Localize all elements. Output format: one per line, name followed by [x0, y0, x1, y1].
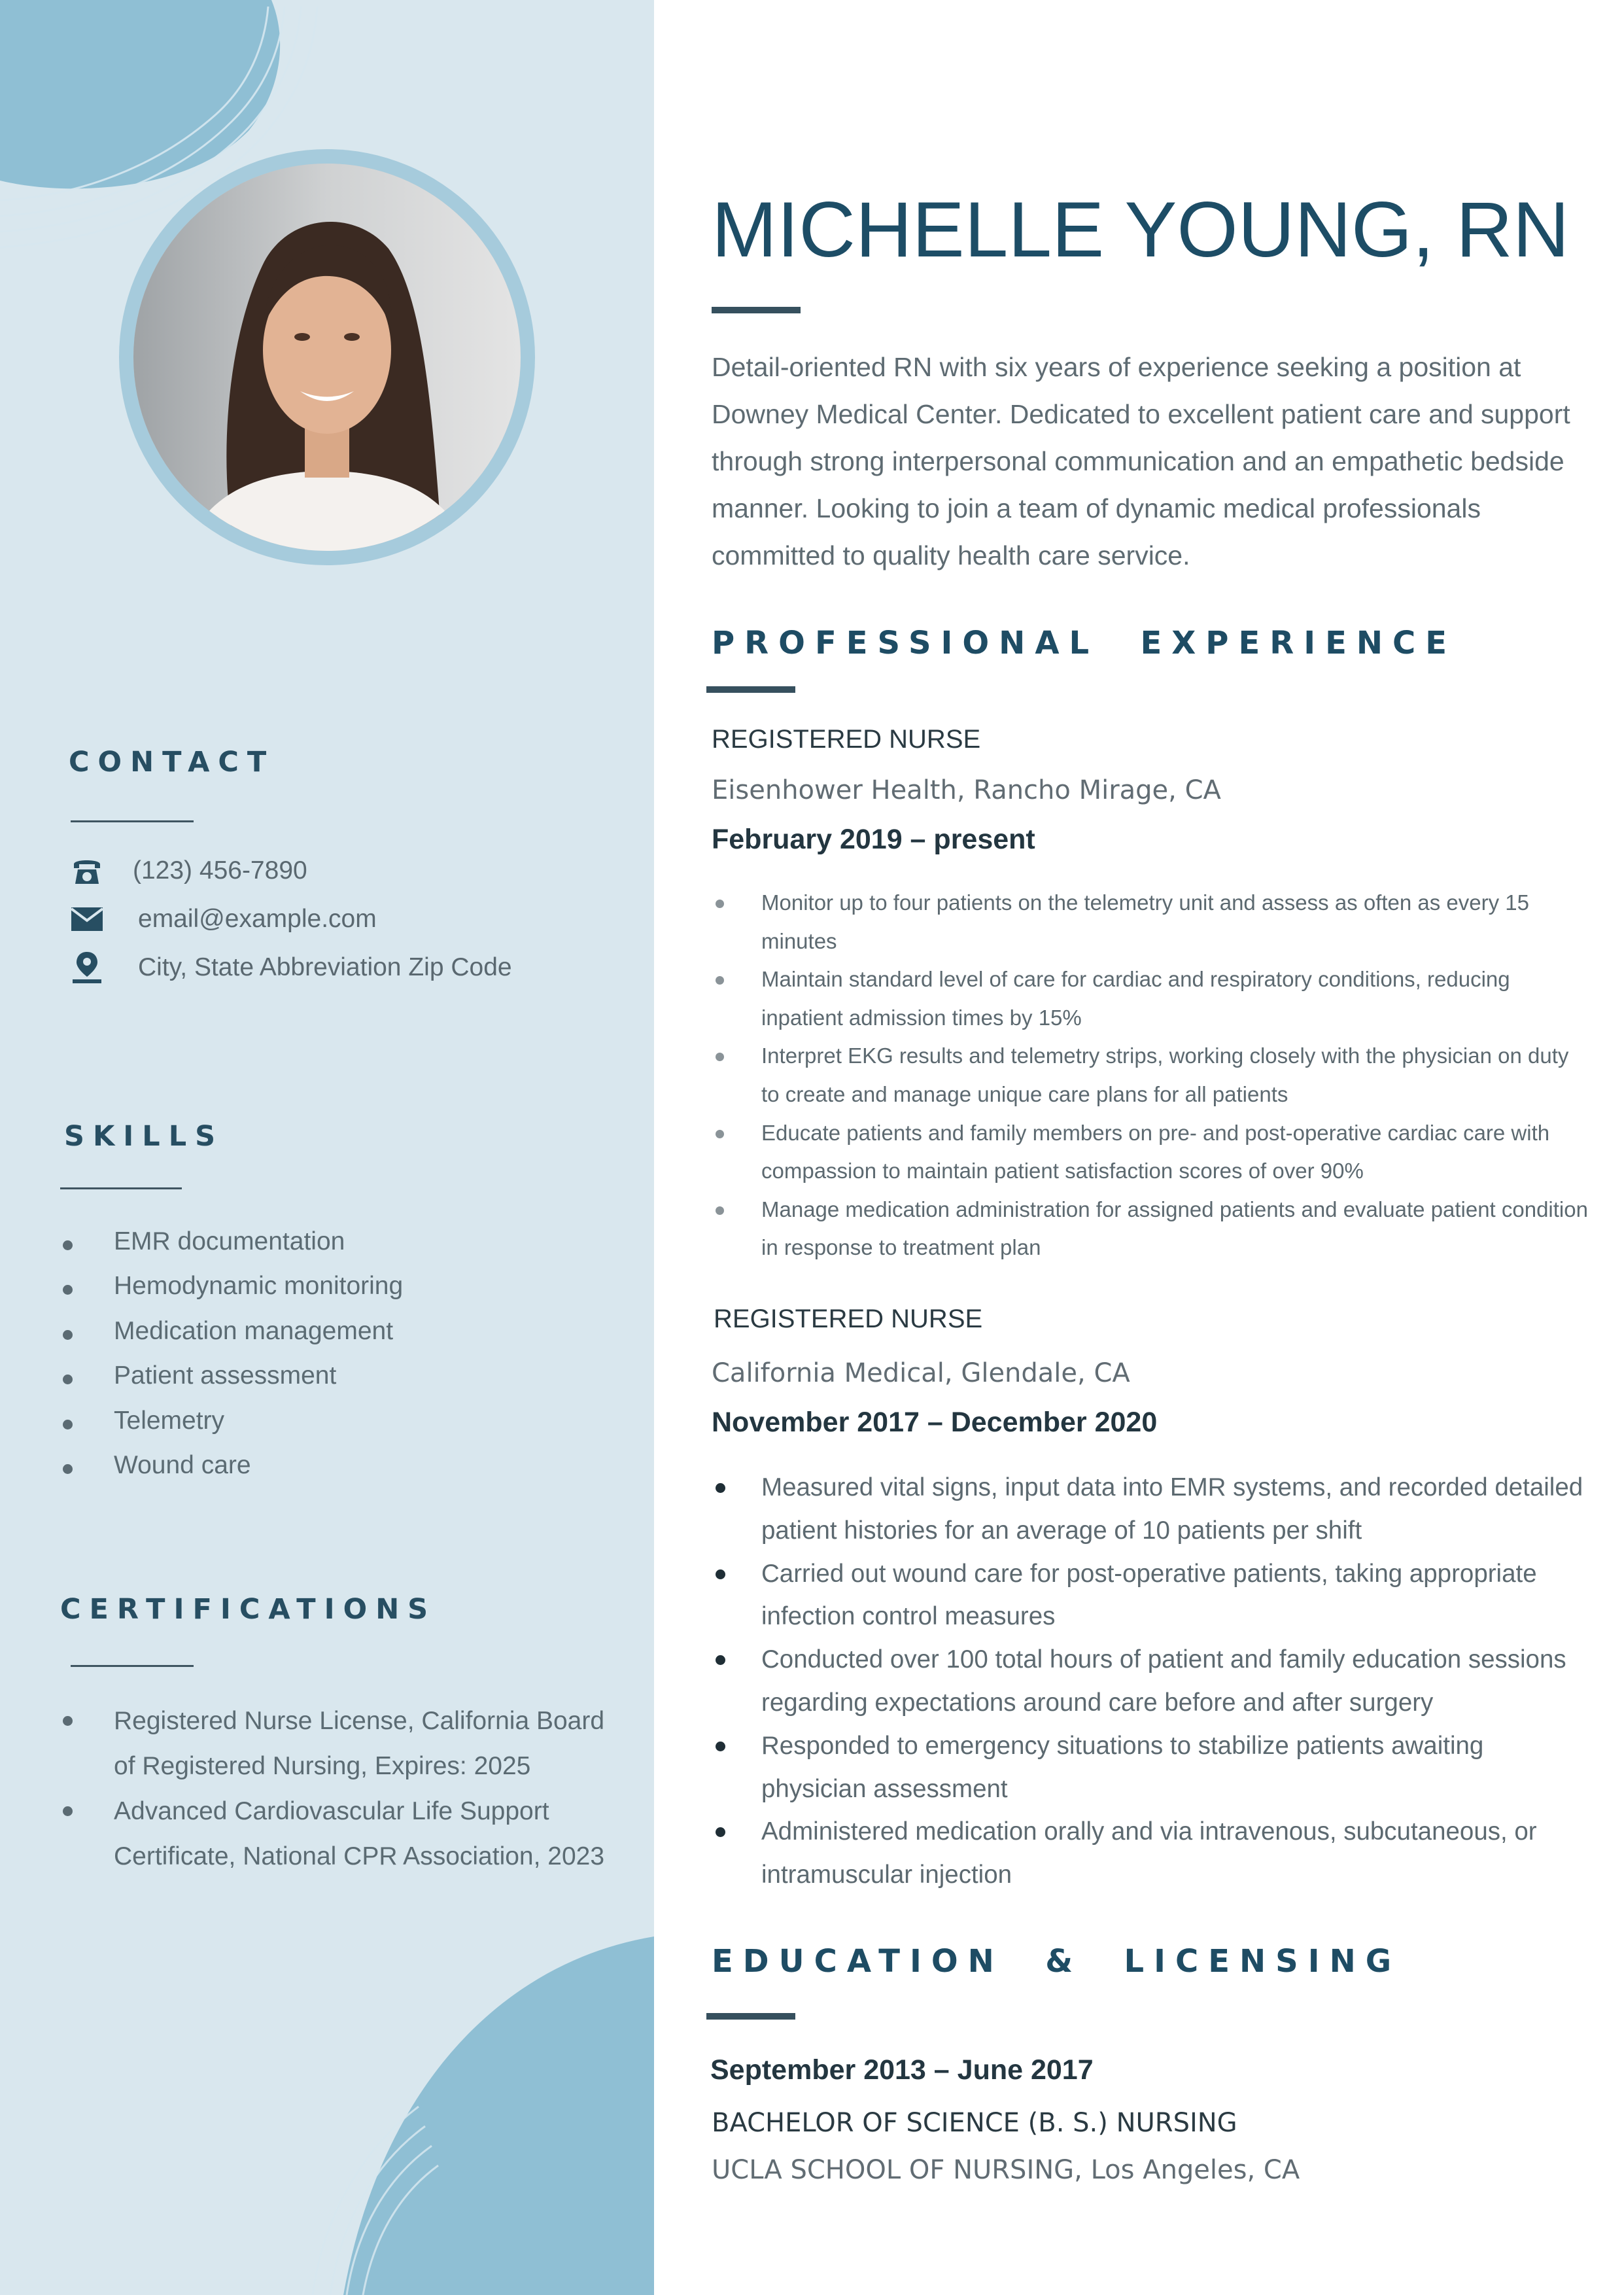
- sidebar: [0, 0, 654, 2295]
- list-item: Medication management: [63, 1317, 403, 1361]
- job-title: REGISTERED NURSE: [714, 1305, 983, 1333]
- list-item: Registered Nurse License, California Board of Registered Nursing, Expires: 2025: [63, 1698, 612, 1789]
- list-item: Monitor up to four patients on the telemetry unit and assess as often as every 15 minutes: [712, 884, 1588, 960]
- experience-heading-rule: [706, 686, 795, 693]
- job-bullet-list: [712, 1466, 1588, 1897]
- list-item: Educate patients and family members on pre- and post-operative cardiac care with compassion to maintain patient satisfaction scores of over 90%: [712, 1114, 1588, 1191]
- job-organization: Eisenhower Health, Rancho Mirage, CA: [712, 775, 1221, 805]
- education-heading: EDUCATION & LICENSING: [712, 1943, 1402, 1980]
- email-address: email@example.com: [138, 905, 377, 933]
- list-item: Measured vital signs, input data into EMR systems, and recorded detailed patient histories for an average of 10 patients per shift: [712, 1466, 1588, 1552]
- list-item: EMR documentation: [63, 1227, 403, 1272]
- list-item: Conducted over 100 total hours of patient and family education sessions regarding expectations around care before and after surgery: [712, 1638, 1588, 1725]
- list-item: Hemodynamic monitoring: [63, 1272, 403, 1316]
- list-item: Patient assessment: [63, 1361, 403, 1406]
- list-item: Advanced Cardiovascular Life Support Certificate, National CPR Association, 2023: [63, 1789, 612, 1879]
- title-rule: [712, 307, 801, 313]
- list-item: Manage medication administration for assigned patients and evaluate patient condition in response to treatment plan: [712, 1191, 1588, 1267]
- page-title: MICHELLE YOUNG, RN: [712, 186, 1570, 273]
- location-text: City, State Abbreviation Zip Code: [138, 953, 512, 981]
- list-item: Carried out wound care for post-operative patients, taking appropriate infection control measures: [712, 1552, 1588, 1639]
- job-title: REGISTERED NURSE: [712, 725, 981, 754]
- certifications-heading: CERTIFICATIONS: [60, 1593, 437, 1626]
- decorative-wave-bottom: [0, 0, 654, 2295]
- list-item: Interpret EKG results and telemetry strips, working closely with the physician on duty to create and manage unique care plans for all patients: [712, 1037, 1588, 1113]
- job-organization: California Medical, Glendale, CA: [712, 1358, 1130, 1388]
- experience-heading: PROFESSIONAL EXPERIENCE: [712, 625, 1457, 661]
- job-dates: November 2017 – December 2020: [712, 1407, 1158, 1438]
- education-heading-rule: [706, 2013, 795, 2020]
- list-item: Administered medication orally and via intravenous, subcutaneous, or intramuscular injection: [712, 1810, 1588, 1897]
- list-item: Telemetry: [63, 1407, 403, 1451]
- education-school: UCLA SCHOOL OF NURSING, Los Angeles, CA: [712, 2155, 1300, 2185]
- list-item: Wound care: [63, 1451, 403, 1496]
- education-dates: September 2013 – June 2017: [710, 2054, 1094, 2086]
- list-item: Maintain standard level of care for cardiac and respiratory conditions, reducing inpatient admission times by 15%: [712, 960, 1588, 1037]
- job-dates: February 2019 – present: [712, 824, 1035, 855]
- phone-number: (123) 456-7890: [133, 856, 307, 885]
- job-bullet-list: [712, 884, 1588, 1267]
- contact-heading: CONTACT: [69, 746, 275, 779]
- education-degree: BACHELOR OF SCIENCE (B. S.) NURSING: [712, 2108, 1237, 2138]
- list-item: Responded to emergency situations to stabilize patients awaiting physician assessment: [712, 1725, 1588, 1811]
- summary-text: Detail-oriented RN with six years of experience seeking a position at Downey Medical Center. Dedicated to excellent patient care and support through strong interpersonal communication and an empathetic bedside manner. Looking to join a team of dynamic medical professionals committed to quality health care service.: [712, 352, 1570, 570]
- skills-heading: SKILLS: [64, 1120, 224, 1153]
